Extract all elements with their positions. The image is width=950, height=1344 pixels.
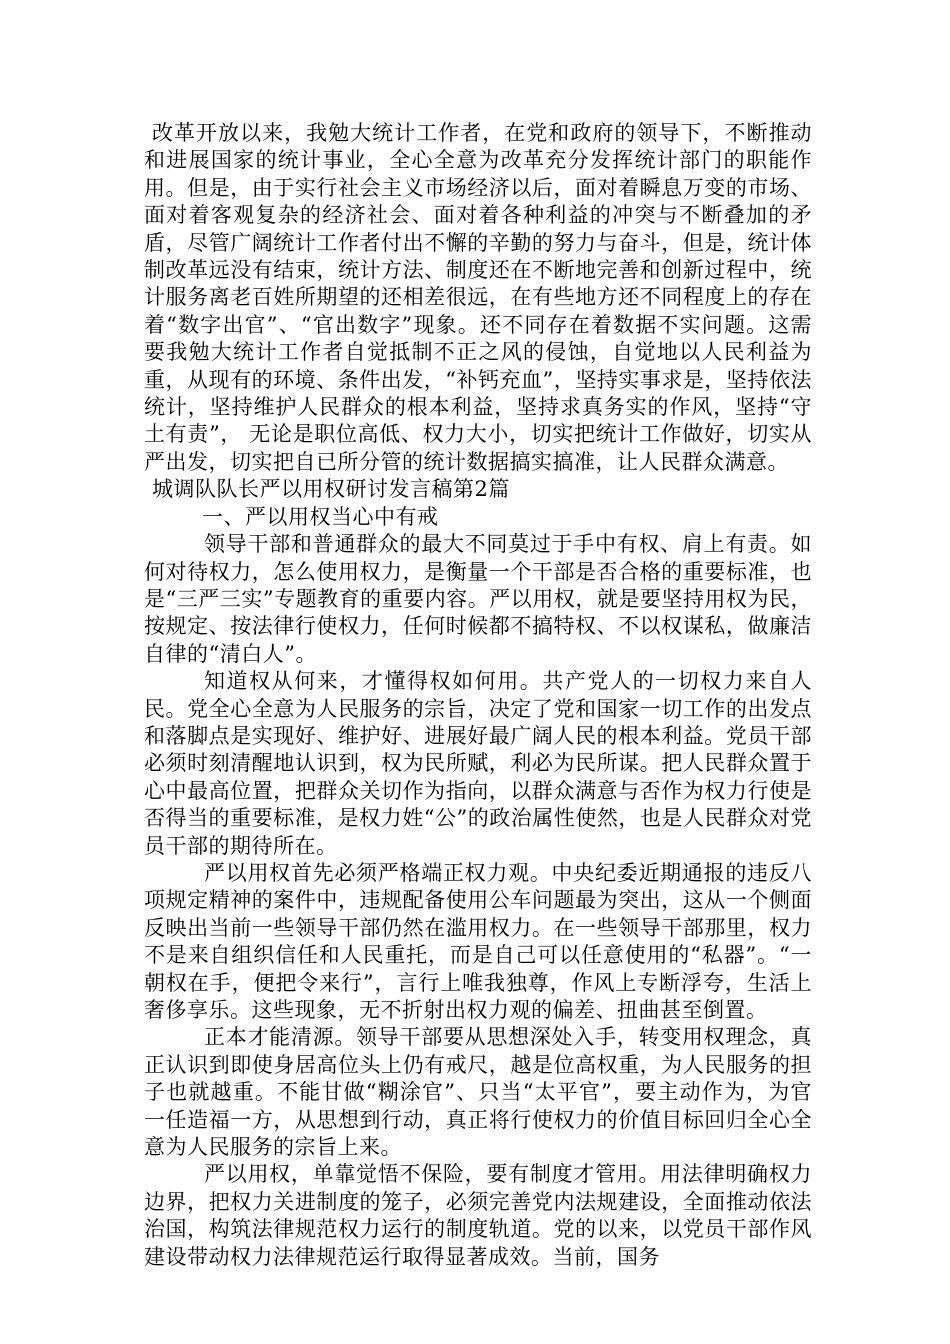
body-paragraph-3: 严以用权首先必须严格端正权力观。中央纪委近期通报的违反八项规定精神的案件中，违规配备使用公车问题最为突出，这从一个侧面反映出当前一些领导干部仍然在滥用权力。在一些领导干部那里，权力不是来自组织信任和人民重托，而是自己可以任意使用的“私器”。“一朝权在手，便把令来行”，言行上唯我独尊，作风上专断浮夸，生活上奢侈享乐。这些现象，无不折射出权力观的偏差、扭曲甚至倒置。 <box>144 860 812 1022</box>
document-body <box>144 120 812 1271</box>
intro-paragraph: 改革开放以来，我勉大统计工作者，在党和政府的领导下，不断推动和进展国家的统计事业，全心全意为改革充分发挥统计部门的职能作用。但是，由于实行社会主义市场经济以后，面对着瞬息万变的市场、面对着客观复杂的经济社会、面对着各种利益的冲突与不断叠加的矛盾，尽管广阔统计工作者付出不懈的辛勤的努力与奋斗，但是，统计体制改革远没有结束，统计方法、制度还在不断地完善和创新过程中，统计服务离老百姓所期望的还相差很远，在有些地方还不同程度上的存在着“数字出官”、“官出数字”现象。还不同存在着数据不实问题。这需要我勉大统计工作者自觉抵制不正之风的侵蚀，自觉地以人民利益为重，从现有的环境、条件出发，“补钙充血”，坚持实事求是，坚持依法统计，坚持维护人民群众的根本利益，坚持求真务实的作风，坚持“守土有责”， 无论是职位高低、权力大小，切实把统计工作做好，切实从严出发，切实把自已所分管的统计数据搞实搞准，让人民群众满意。 <box>144 121 812 474</box>
body-paragraph-5: 严以用权，单靠觉悟不保险，要有制度才管用。用法律明确权力边界，把权力关进制度的笼子，必须完善党内法规建设，全面推动依法治国，构筑法律规范权力运行的制度轨道。党的以来，以党员干部作风建设带动权力法律规范运行取得显著成效。当前，国务 <box>144 1162 812 1269</box>
body-paragraph-4: 正本才能清源。领导干部要从思想深处入手，转变用权理念，真正认识到即使身居高位头上仍有戒尺，越是位高权重，为人民服务的担子也就越重。不能甘做“糊涂官”、只当“太平官”，要主动作为，为官一任造福一方，从思想到行动，真正将行使权力的价值目标回归全心全意为人民服务的宗旨上来。 <box>144 1025 812 1160</box>
body-paragraph-1: 领导干部和普通群众的最大不同莫过于手中有权、肩上有责。如何对待权力，怎么使用权力，是衡量一个干部是否合格的重要标准，也是“三严三实”专题教育的重要内容。严以用权，就是要坚持用权为民，按规定、按法律行使权力，任何时候都不搞特权、不以权谋私，做廉洁自律的“清白人”。 <box>144 532 812 666</box>
body-paragraph-2: 知道权从何来，才懂得权如何用。共产党人的一切权力来自人民。党全心全意为人民服务的宗旨，决定了党和国家一切工作的出发点和落脚点是实现好、维护好、进展好最广阔人民的根本利益。党员干部必须时刻清醒地认识到，权为民所赋，利必为民所谋。把人民群众置于心中最高位置，把群众关切作为指向，以群众满意与否作为权力行使是否得当的重要标准，是权力姓“公”的政治属性使然，也是人民群众对党员干部的期待所在。 <box>144 669 812 858</box>
section-heading: 一、严以用权当心中有戒 <box>202 504 439 529</box>
document-title: 城调队队长严以用权研讨发言稿第2篇 <box>152 477 510 502</box>
